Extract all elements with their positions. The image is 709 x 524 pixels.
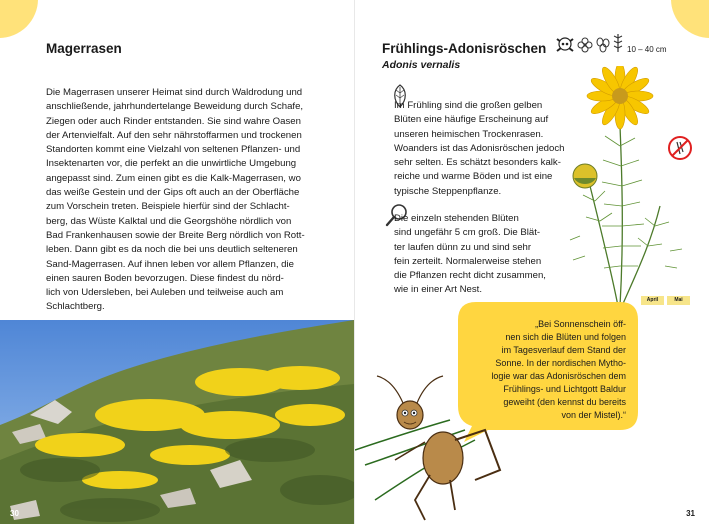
page-number: 30 [10, 509, 19, 518]
flowering-months [641, 296, 691, 305]
info-icons [555, 33, 625, 55]
plant-stem-icon [613, 33, 623, 53]
body-text: Die Magerrasen unserer Heimat sind durch Waldrodung und anschließende, jahrhundertelange Beweidung durch Schafe, Ziegen oder auch Rinder entstanden. Sie sind wahre Oasen der Artenvielfalt. Auf den sehr nährstoffarmen und trockenen Standorten kommt eine Vielzahl von seltenen Pflanzen- und Insektenarten vor, die perfekt an die unwirtliche Umgebung angepasst sind. Zum einen gibt es die Kalk-Magerrasen, wo das weiße Gestein und der Gips oft auch an der Oberfläche zum Vorschein treten. Beispiele hierfür sind der Schlacht- berg, das Wüste Kalktal und die Georgshöhe nördlich von Bad Frankenhausen sowie der Breite Berg nördlich von Rott- leben. Dann gibt es da noch die bei uns deutlich selteneren Sand-Magerrasen. Auf ihnen leben vor allem Pflanzen, die einen sauren Boden bevorzugen. Diese findest du nörd- lich von Udersleben, bei Auleben und teilweise auch am Schlachtberg. [46, 87, 305, 313]
page-title: Magerrasen [46, 41, 122, 56]
species-title: Frühlings-Adonisröschen [382, 41, 547, 56]
description-paragraph: Im Frühling sind die großen gelben Blüten eine häufige Erscheinung auf unseren heimischen Trockenrasen. Woanders ist das Adonisröschen jedoch sehr selten. Es schätzt besonders kalk- reiche und warme Böden und ist eine typische Steppenpflanze. [394, 100, 565, 197]
month-label: Mai [667, 296, 690, 305]
page-number: 31 [686, 509, 695, 518]
skull-icon [555, 35, 575, 55]
right-page [355, 0, 709, 524]
no-picking-icon [669, 137, 691, 159]
corner-decoration [671, 0, 709, 38]
leaf-cluster-icon [595, 37, 611, 53]
latin-name: Adonis vernalis [382, 59, 461, 71]
grassland-photo [0, 320, 354, 524]
flower-icon [577, 37, 593, 53]
identification-paragraph: Die einzeln stehenden Blüten sind ungefähr 5 cm groß. Die Blät- ter laufen dünn zu und sind sehr fein zerteilt. Normalerweise stehen die Pflanzen recht dicht zusammen, wie in einer Art Nest. [394, 213, 546, 296]
adonis-plant-illustration [560, 66, 695, 311]
size-range: 10 – 40 cm [627, 45, 667, 54]
flower-head [587, 66, 653, 129]
speech-text: „Bei Sonnenschein öff- nen sich die Blüten und folgen im Tagesverlauf dem Stand der Sonne. In der nordischen Mytho- logie war das Adonisröschen dem Frühlings- und Lichtgott Baldur geweiht (den kennst du bereits von der Mistel).“ [491, 319, 626, 420]
flower-bud [573, 164, 597, 188]
cricket-illustration [355, 370, 515, 524]
left-page [0, 0, 354, 524]
corner-decoration [0, 0, 38, 38]
month-label: April [641, 296, 664, 305]
